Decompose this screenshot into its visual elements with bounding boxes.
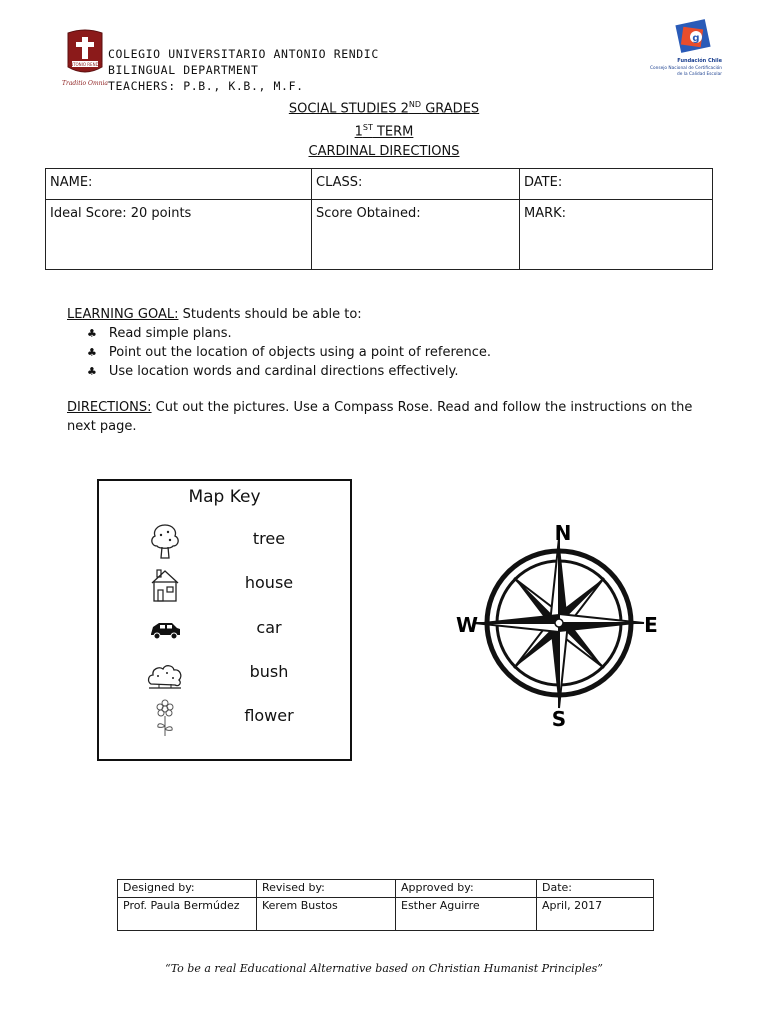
document-titles bbox=[0, 95, 768, 161]
map-key-label: car bbox=[256, 618, 282, 637]
goal-item: ♣ Read simple plans. bbox=[89, 324, 707, 343]
map-key-label: tree bbox=[252, 529, 286, 548]
date-header: Date: bbox=[537, 880, 654, 898]
svg-text:g: g bbox=[692, 33, 700, 44]
flower-icon bbox=[143, 698, 187, 738]
reviser-name: Kerem Bustos bbox=[257, 898, 396, 931]
map-key-row-car bbox=[99, 610, 350, 650]
map-key-label: house bbox=[244, 573, 294, 592]
house-icon bbox=[143, 565, 187, 605]
map-key-label: flower bbox=[244, 706, 294, 725]
bush-icon bbox=[143, 654, 187, 694]
compass-west: W bbox=[455, 613, 479, 637]
goal-item: ♣ Point out the location of objects using a point of reference. bbox=[89, 343, 707, 362]
map-key-title: Map Key bbox=[188, 487, 261, 507]
learning-goal-text: Students should be able to: bbox=[178, 307, 362, 322]
goal-list bbox=[67, 324, 707, 381]
map-key-row-tree bbox=[99, 521, 350, 561]
revised-by-header: Revised by: bbox=[257, 880, 396, 898]
term-title: 1ST TERM bbox=[354, 123, 414, 140]
school-motto: “To be a real Educational Alternative based on Christian Humanist Principles” bbox=[165, 962, 603, 975]
topic-title: CARDINAL DIRECTIONS bbox=[308, 143, 460, 159]
tree-icon bbox=[143, 521, 187, 561]
credit-date: April, 2017 bbox=[537, 898, 654, 931]
course-title: SOCIAL STUDIES 2ND GRADES bbox=[288, 100, 480, 117]
learning-goal bbox=[67, 305, 707, 381]
credits-table bbox=[117, 879, 654, 931]
car-icon bbox=[143, 610, 187, 650]
department: BILINGUAL DEPARTMENT bbox=[108, 63, 259, 77]
score-obtained-field[interactable]: Score Obtained: bbox=[312, 200, 520, 270]
map-key-label: bush bbox=[249, 662, 289, 681]
ideal-score: Ideal Score: 20 points bbox=[46, 200, 312, 270]
directions bbox=[67, 398, 707, 436]
designed-by-header: Designed by: bbox=[118, 880, 257, 898]
logo-line-2: Consejo Nacional de Certificación bbox=[649, 66, 722, 71]
map-key bbox=[97, 479, 352, 761]
teachers: TEACHERS: P.B., K.B., M.F. bbox=[108, 79, 304, 93]
mark-field[interactable]: MARK: bbox=[520, 200, 713, 270]
compass-east: E bbox=[644, 613, 658, 637]
logo-shield-text: ANTONIO RENDIC bbox=[67, 62, 103, 67]
name-field[interactable]: NAME: bbox=[46, 169, 312, 200]
logo-line-1: Fundación Chile bbox=[677, 58, 722, 64]
directions-label: DIRECTIONS: bbox=[67, 400, 152, 415]
compass-south: S bbox=[551, 707, 567, 731]
school-logo bbox=[61, 29, 109, 89]
map-key-row-bush bbox=[99, 654, 350, 694]
compass-north: N bbox=[554, 521, 572, 545]
student-info-table bbox=[45, 168, 713, 270]
school-header bbox=[108, 46, 379, 94]
class-field[interactable]: CLASS: bbox=[312, 169, 520, 200]
directions-text: Cut out the pictures. Use a Compass Rose. Read and follow the instructions on the next page. bbox=[67, 400, 693, 434]
approver-name: Esther Aguirre bbox=[396, 898, 537, 931]
goal-item: ♣ Use location words and cardinal directions effectively. bbox=[89, 362, 707, 381]
compass-rose bbox=[452, 516, 666, 730]
learning-goal-label: LEARNING GOAL: bbox=[67, 307, 179, 322]
designer-name: Prof. Paula Bermúdez bbox=[118, 898, 257, 931]
date-field[interactable]: DATE: bbox=[520, 169, 713, 200]
logo-line-3: de la Calidad Escolar bbox=[677, 72, 722, 77]
logo-script-text: Traditio Omnia bbox=[61, 80, 109, 87]
map-key-row-house bbox=[99, 565, 350, 605]
school-name: COLEGIO UNIVERSITARIO ANTONIO RENDIC bbox=[108, 47, 379, 61]
fundacion-chile-logo bbox=[636, 18, 728, 84]
map-key-row-flower bbox=[99, 698, 350, 738]
approved-by-header: Approved by: bbox=[396, 880, 537, 898]
